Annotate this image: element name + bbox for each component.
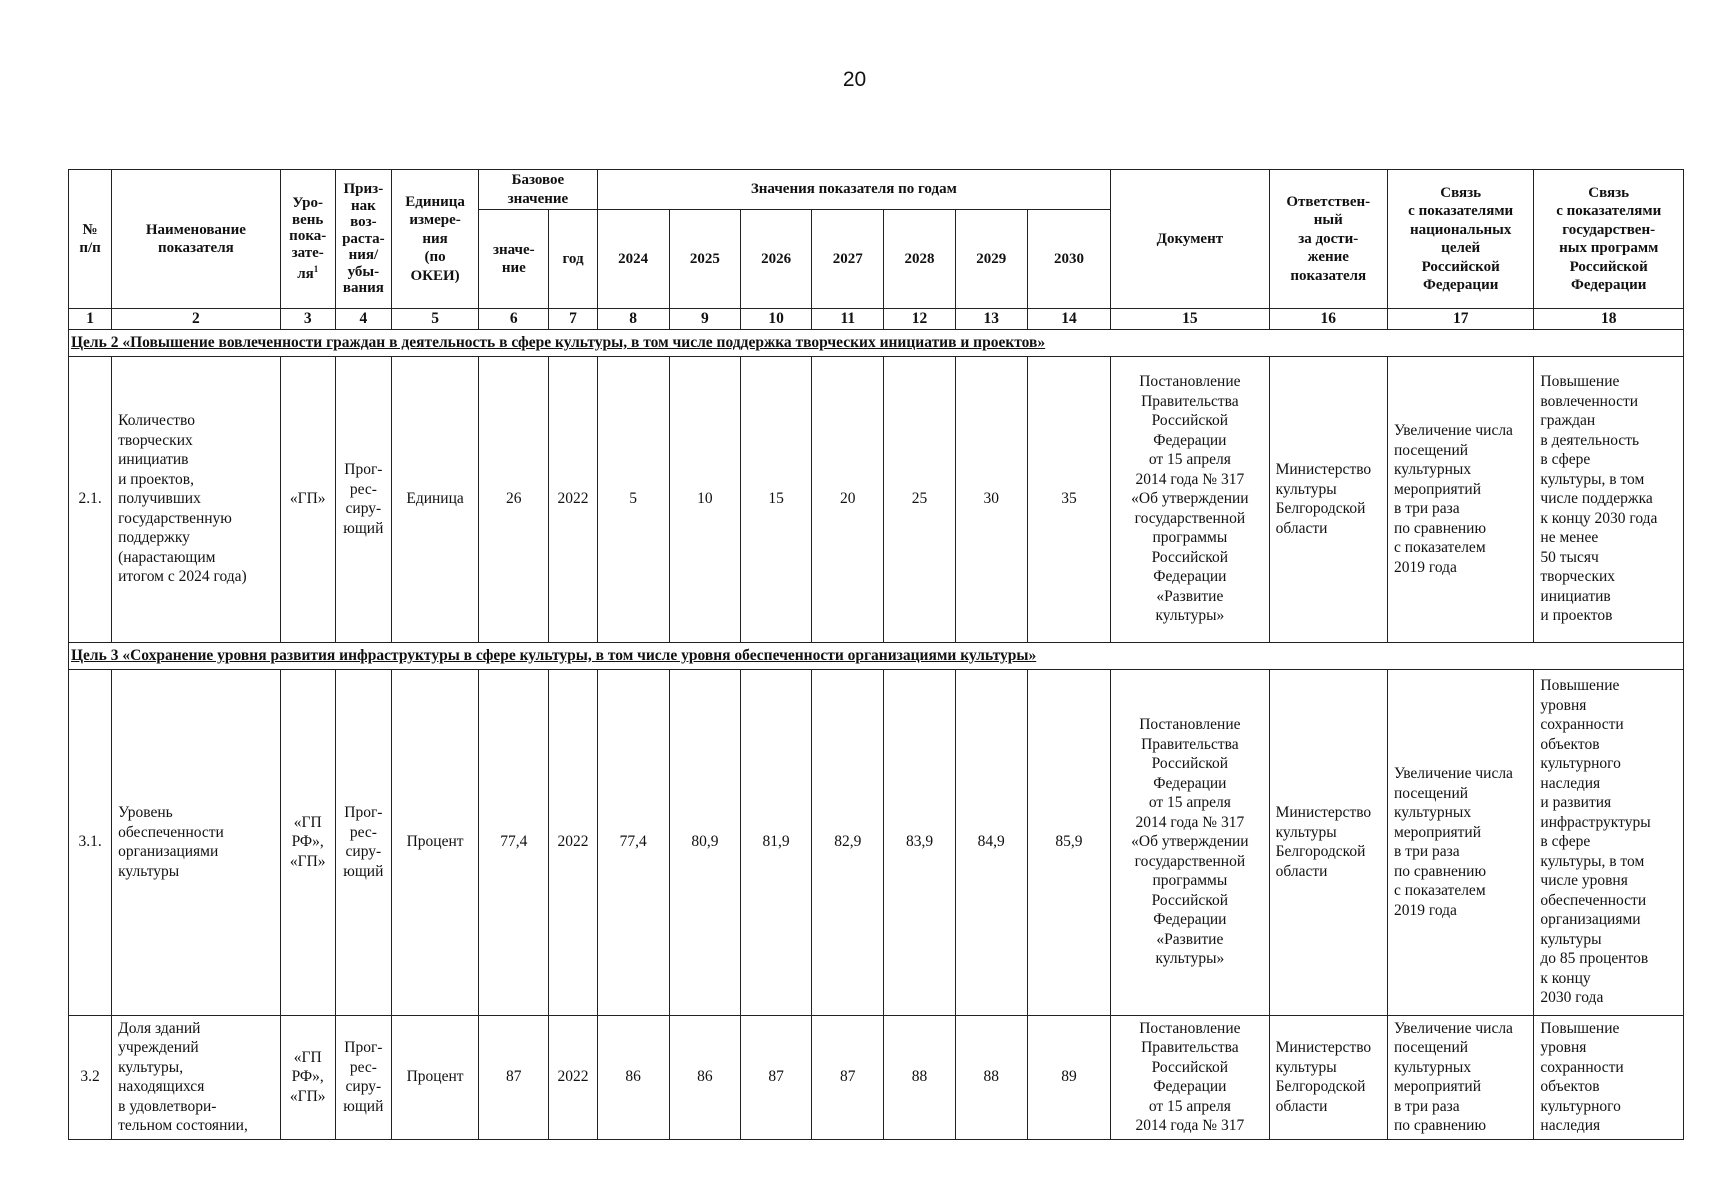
value-2026: 81,9	[740, 669, 811, 1015]
column-number: 17	[1387, 309, 1533, 330]
column-number: 3	[280, 309, 335, 330]
column-number: 4	[335, 309, 391, 330]
indicator-name: Количество творческих инициатив и проектов, получивших государственную поддержку (нарастающим итогом с 2024 года)	[112, 356, 281, 642]
value-2024: 86	[597, 1015, 669, 1139]
year-2025-header: 2025	[669, 210, 740, 309]
value-2024: 77,4	[597, 669, 669, 1015]
document-cell: Постановление Правительства Российской Федерации от 15 апреля 2014 года № 317	[1111, 1015, 1269, 1139]
col-state-programs-header: Связь с показателями государствен- ных программ Российской Федерации	[1534, 170, 1684, 309]
goal-2-title: Цель 2 «Повышение вовлеченности граждан в деятельность в сфере культуры, в том числе поддержка творческих инициатив и проектов»	[69, 329, 1684, 356]
goal-3-row	[69, 642, 1684, 669]
col-name-header: Наименование показателя	[112, 170, 281, 309]
column-number: 7	[549, 309, 597, 330]
indicator-sign: Прог- рес- сиру- ющий	[335, 356, 391, 642]
column-number: 11	[812, 309, 884, 330]
col-document-header: Документ	[1111, 170, 1269, 309]
value-2026: 15	[740, 356, 811, 642]
state-program-cell: Повышение уровня сохранности объектов культурного наследия	[1534, 1015, 1684, 1139]
column-number: 16	[1269, 309, 1387, 330]
column-number: 13	[955, 309, 1027, 330]
base-year: 2022	[549, 1015, 597, 1139]
column-number: 18	[1534, 309, 1684, 330]
col-responsible-header: Ответствен- ный за дости- жение показателя	[1269, 170, 1387, 309]
row-number: 3.1.	[69, 669, 112, 1015]
year-2029-header: 2029	[955, 210, 1027, 309]
indicator-unit: Процент	[391, 669, 478, 1015]
indicator-name: Доля зданий учреждений культуры, находящихся в удовлетвори- тельном состоянии,	[112, 1015, 281, 1139]
value-2029: 30	[955, 356, 1027, 642]
base-value: 26	[479, 356, 549, 642]
value-2025: 10	[669, 356, 740, 642]
value-2030: 85,9	[1027, 669, 1110, 1015]
responsible-cell: Министерство культуры Белгородской области	[1269, 669, 1387, 1015]
column-numbers-row	[69, 309, 1684, 330]
national-goal-cell: Увеличение числа посещений культурных мероприятий в три раза по сравнению с показателем 2019 года	[1387, 669, 1533, 1015]
years-title: Значения показателя по годам	[597, 170, 1111, 210]
value-2028: 88	[884, 1015, 955, 1139]
national-goal-cell: Увеличение числа посещений культурных мероприятий в три раза по сравнению	[1387, 1015, 1533, 1139]
document-cell: Постановление Правительства Российской Федерации от 15 апреля 2014 года № 317 «Об утверждении государственной программы Российской Федерации «Развитие культуры»	[1111, 669, 1269, 1015]
document-cell: Постановление Правительства Российской Федерации от 15 апреля 2014 года № 317 «Об утверждении государственной программы Российской Федерации «Развитие культуры»	[1111, 356, 1269, 642]
value-2026: 87	[740, 1015, 811, 1139]
indicator-unit: Единица	[391, 356, 478, 642]
column-number: 10	[740, 309, 811, 330]
base-year: 2022	[549, 356, 597, 642]
level-header-text: Уро- вень пока- зате- ля	[289, 195, 327, 283]
indicator-name: Уровень обеспеченности организациями культуры	[112, 669, 281, 1015]
year-2030-header: 2030	[1027, 210, 1110, 309]
col-level-header	[280, 170, 335, 309]
table-row	[69, 669, 1684, 1015]
base-value: 77,4	[479, 669, 549, 1015]
column-number: 8	[597, 309, 669, 330]
base-year-header: год	[549, 210, 597, 309]
col-sign-header: Приз- нак воз- раста- ния/ убы- вания	[335, 170, 391, 309]
value-2028: 83,9	[884, 669, 955, 1015]
state-program-cell: Повышение уровня сохранности объектов культурного наследия и развития инфраструктуры в сфере культуры, в том числе уровня обеспеченности организациями культуры до 85 процентов к концу 2030 года	[1534, 669, 1684, 1015]
value-2025: 86	[669, 1015, 740, 1139]
column-number: 6	[479, 309, 549, 330]
year-2028-header: 2028	[884, 210, 955, 309]
base-value-header: значе- ние	[479, 210, 549, 309]
row-number: 3.2	[69, 1015, 112, 1139]
table-row	[69, 356, 1684, 642]
column-number: 9	[669, 309, 740, 330]
base-year: 2022	[549, 669, 597, 1015]
value-2030: 89	[1027, 1015, 1110, 1139]
goal-2-row	[69, 329, 1684, 356]
base-header: Базовое значение	[479, 170, 597, 210]
indicator-sign: Прог- рес- сиру- ющий	[335, 669, 391, 1015]
row-number: 2.1.	[69, 356, 112, 642]
col-num-header: № п/п	[69, 170, 112, 309]
base-value: 87	[479, 1015, 549, 1139]
column-number: 15	[1111, 309, 1269, 330]
value-2024: 5	[597, 356, 669, 642]
col-unit-header: Единица измере- ния (по ОКЕИ)	[391, 170, 478, 309]
goal-3-title: Цель 3 «Сохранение уровня развития инфраструктуры в сфере культуры, в том числе уровня обеспеченности организациями культуры»	[69, 642, 1684, 669]
value-2030: 35	[1027, 356, 1110, 642]
indicators-table	[68, 169, 1684, 1140]
column-number: 2	[112, 309, 281, 330]
indicator-level: «ГП»	[280, 356, 335, 642]
value-2027: 87	[812, 1015, 884, 1139]
year-2026-header: 2026	[740, 210, 811, 309]
year-2027-header: 2027	[812, 210, 884, 309]
value-2029: 84,9	[955, 669, 1027, 1015]
value-2027: 82,9	[812, 669, 884, 1015]
col-national-header: Связь с показателями национальных целей Российской Федерации	[1387, 170, 1533, 309]
page-number: 20	[842, 68, 867, 91]
indicator-level: «ГП РФ», «ГП»	[280, 1015, 335, 1139]
indicator-level: «ГП РФ», «ГП»	[280, 669, 335, 1015]
value-2029: 88	[955, 1015, 1027, 1139]
national-goal-cell: Увеличение числа посещений культурных мероприятий в три раза по сравнению с показателем 2019 года	[1387, 356, 1533, 642]
header-row	[69, 170, 1684, 210]
responsible-cell: Министерство культуры Белгородской области	[1269, 1015, 1387, 1139]
indicator-sign: Прог- рес- сиру- ющий	[335, 1015, 391, 1139]
state-program-cell: Повышение вовлеченности граждан в деятельность в сфере культуры, в том числе поддержка к концу 2030 года не менее 50 тысяч творческих инициатив и проектов	[1534, 356, 1684, 642]
year-2024-header: 2024	[597, 210, 669, 309]
column-number: 14	[1027, 309, 1110, 330]
column-number: 12	[884, 309, 955, 330]
indicator-unit: Процент	[391, 1015, 478, 1139]
table-row	[69, 1015, 1684, 1139]
footnote-mark: 1	[313, 264, 319, 275]
value-2025: 80,9	[669, 669, 740, 1015]
column-number: 5	[391, 309, 478, 330]
responsible-cell: Министерство культуры Белгородской области	[1269, 356, 1387, 642]
column-number: 1	[69, 309, 112, 330]
value-2027: 20	[812, 356, 884, 642]
value-2028: 25	[884, 356, 955, 642]
